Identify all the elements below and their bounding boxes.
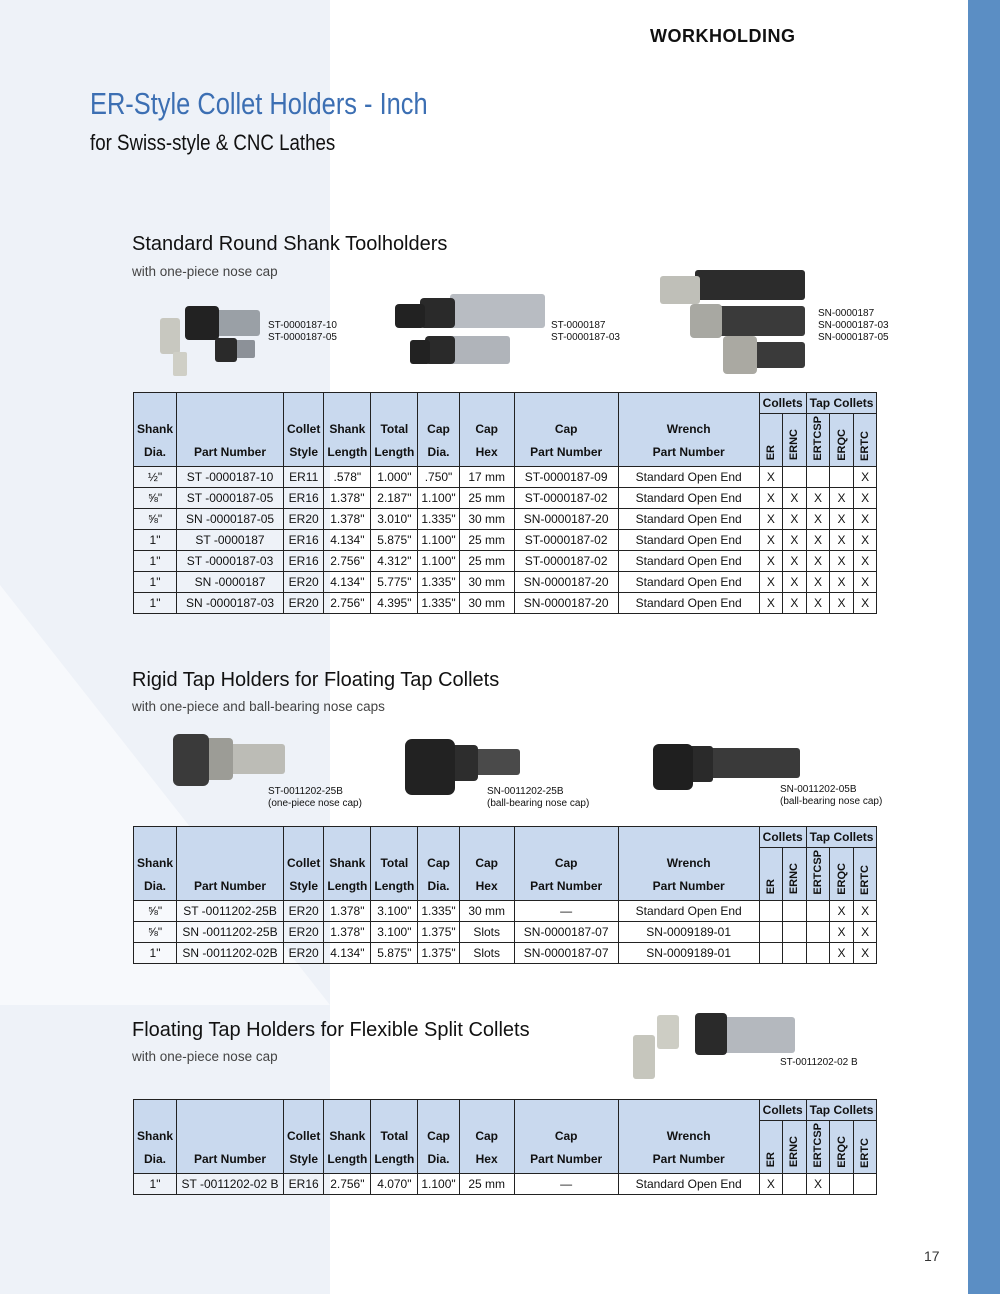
- table-cell: X: [830, 921, 854, 942]
- table-cell: 1.335": [418, 900, 459, 921]
- table-cell: 5.875": [371, 529, 418, 550]
- table-cell: 2.756": [324, 1173, 371, 1194]
- table-cell: 1.378": [324, 921, 371, 942]
- table-cell: 1": [134, 592, 177, 613]
- col-ertc: ERTC: [859, 430, 872, 461]
- table-cell: Standard Open End: [618, 487, 759, 508]
- caption-s1-3: SN-0000187 SN-0000187-03 SN-0000187-05: [818, 308, 889, 343]
- table-cell: ER16: [284, 550, 324, 571]
- caption-s1-1: ST-0000187-10 ST-0000187-05: [268, 320, 337, 343]
- table-row: [134, 529, 877, 550]
- table-cell: ⅝": [134, 921, 177, 942]
- section-subtitle-standard: with one-piece nose cap: [132, 264, 278, 279]
- table-cell: X: [783, 508, 807, 529]
- table-cell: X: [759, 1173, 783, 1194]
- table-cell: [806, 921, 830, 942]
- table-cell: 2.756": [324, 592, 371, 613]
- table-cell: 30 mm: [459, 900, 514, 921]
- table-cell: X: [853, 487, 877, 508]
- table-cell: Slots: [459, 921, 514, 942]
- table-cell: 1": [134, 942, 177, 963]
- col-cap-dia: Cap Dia.: [418, 393, 459, 467]
- table-cell: ST-0000187-02: [514, 487, 618, 508]
- table-cell: ER20: [284, 900, 324, 921]
- table-cell: 3.010": [371, 508, 418, 529]
- table-cell: SN-0000187-07: [514, 921, 618, 942]
- page-title: ER-Style Collet Holders - Inch: [90, 86, 428, 121]
- table-cell: [759, 942, 783, 963]
- table-cell: ER16: [284, 529, 324, 550]
- table-cell: X: [783, 592, 807, 613]
- table-cell: ST-0000187-09: [514, 466, 618, 487]
- table-cell: 1.100": [418, 529, 459, 550]
- side-color-bar: [968, 0, 1000, 1294]
- table-cell: ST -0011202-25B: [177, 900, 284, 921]
- table-cell: X: [759, 529, 783, 550]
- table-cell: ST -0000187: [177, 529, 284, 550]
- table-cell: 25 mm: [459, 1173, 514, 1194]
- table-cell: 4.070": [371, 1173, 418, 1194]
- table-cell: X: [853, 900, 877, 921]
- section-title-floating: Floating Tap Holders for Flexible Split Collets: [132, 1019, 530, 1041]
- table-cell: ER20: [284, 571, 324, 592]
- table-cell: X: [806, 592, 830, 613]
- section-subtitle-rigid: with one-piece and ball-bearing nose caps: [132, 699, 385, 714]
- table-cell: ST-0000187-02: [514, 550, 618, 571]
- col-part-number: Part Number: [177, 393, 284, 467]
- caption-s2-1: ST-0011202-25B (one-piece nose cap): [268, 786, 362, 809]
- table-cell: [783, 942, 807, 963]
- section-title-rigid: Rigid Tap Holders for Floating Tap Collets: [132, 669, 500, 691]
- table-cell: SN-0009189-01: [618, 921, 759, 942]
- table-cell: Standard Open End: [618, 466, 759, 487]
- table-cell: X: [806, 529, 830, 550]
- table-cell: X: [759, 487, 783, 508]
- section-header: WORKHOLDING: [650, 26, 796, 46]
- table-cell: ER16: [284, 1173, 324, 1194]
- col-wrench: Wrench Part Number: [618, 393, 759, 467]
- table-cell: X: [759, 550, 783, 571]
- table-cell: X: [853, 529, 877, 550]
- table-cell: 2.756": [324, 550, 371, 571]
- table-cell: 4.312": [371, 550, 418, 571]
- table-cell: SN -0011202-02B: [177, 942, 284, 963]
- table-cell: ER11: [284, 466, 324, 487]
- spec-table-rigid: Shank Dia. Part Number Collet Style Shank Length Total Length Cap Dia. Cap Hex Cap Part Number Wrench Part Number Collets Tap Collets ER ERNC ERTCSP ERQC ERTC ⅝" ST -0011202-25B ER20 1.378" 3.100" 1.335" 30 mm — Standard Open End X X ⅝" SN -0011202-25B ER20 1.378" 3.100" 1.375" Slots SN-0000187-07 SN-0009189-01 X X 1" SN -0011202-02B ER20 4.134" 5.875" 1.375" Slots SN-0000187-07 SN-0009189-01 X X: [133, 826, 877, 964]
- col-erqc: ERQC: [835, 428, 848, 461]
- table-cell: 1.375": [418, 921, 459, 942]
- table-cell: X: [830, 529, 854, 550]
- table-cell: X: [759, 466, 783, 487]
- table-cell: 1": [134, 1173, 177, 1194]
- table-cell: 1.375": [418, 942, 459, 963]
- table-cell: 25 mm: [459, 487, 514, 508]
- table-cell: 1.100": [418, 550, 459, 571]
- table-cell: 5.875": [371, 942, 418, 963]
- col-shank-length: Shank Length: [324, 393, 371, 467]
- table-row: [134, 1173, 877, 1194]
- table-row: [134, 508, 877, 529]
- table-cell: [759, 900, 783, 921]
- section-subtitle-floating: with one-piece nose cap: [132, 1049, 278, 1064]
- table-cell: [830, 1173, 854, 1194]
- table-cell: 4.395": [371, 592, 418, 613]
- table-cell: X: [830, 487, 854, 508]
- section-title-standard: Standard Round Shank Toolholders: [132, 233, 448, 255]
- col-er: ER: [764, 445, 777, 461]
- table-cell: SN-0009189-01: [618, 942, 759, 963]
- table-cell: X: [853, 508, 877, 529]
- table-cell: X: [759, 592, 783, 613]
- table-cell: 3.100": [371, 921, 418, 942]
- page-number: 17: [924, 1248, 940, 1264]
- table-cell: X: [759, 571, 783, 592]
- table-cell: Standard Open End: [618, 571, 759, 592]
- table-cell: X: [806, 550, 830, 571]
- table-cell: ER16: [284, 487, 324, 508]
- table-cell: 1.335": [418, 592, 459, 613]
- table-cell: 1.378": [324, 508, 371, 529]
- table-row: [134, 900, 877, 921]
- table-cell: X: [806, 571, 830, 592]
- col-shank-dia: Shank Dia.: [134, 393, 177, 467]
- product-image-st-0000187-10: [145, 300, 275, 385]
- table-cell: X: [853, 592, 877, 613]
- table-cell: 1": [134, 571, 177, 592]
- table-cell: 1": [134, 529, 177, 550]
- table-cell: ER20: [284, 592, 324, 613]
- table-cell: ⅝": [134, 487, 177, 508]
- table-cell: 5.775": [371, 571, 418, 592]
- table-cell: ST -0000187-10: [177, 466, 284, 487]
- product-image-st-0011202-25b: [165, 730, 290, 790]
- caption-s2-3: SN-0011202-05B (ball-bearing nose cap): [780, 784, 883, 807]
- table-row: [134, 550, 877, 571]
- page-subtitle: for Swiss-style & CNC Lathes: [90, 130, 336, 155]
- table-cell: Standard Open End: [618, 550, 759, 571]
- table-cell: 4.134": [324, 571, 371, 592]
- table-cell: X: [853, 571, 877, 592]
- table-cell: .578": [324, 466, 371, 487]
- table-cell: 2.187": [371, 487, 418, 508]
- table-cell: X: [806, 487, 830, 508]
- table-cell: 17 mm: [459, 466, 514, 487]
- table-cell: 1.000": [371, 466, 418, 487]
- col-ertcsp: ERTCSP: [811, 416, 824, 461]
- table-cell: X: [806, 508, 830, 529]
- table-cell: ½": [134, 466, 177, 487]
- table-cell: —: [514, 900, 618, 921]
- spec-table-standard: [133, 392, 877, 614]
- product-image-sn-0000187: [655, 266, 815, 386]
- table-cell: 1.100": [418, 1173, 459, 1194]
- table-cell: X: [830, 592, 854, 613]
- table-cell: X: [853, 466, 877, 487]
- table-cell: [783, 466, 807, 487]
- col-cap-part: Cap Part Number: [514, 393, 618, 467]
- table-cell: 1.100": [418, 487, 459, 508]
- table-cell: —: [514, 1173, 618, 1194]
- table-cell: 1.335": [418, 571, 459, 592]
- table-cell: X: [783, 487, 807, 508]
- table-cell: X: [853, 942, 877, 963]
- table-cell: 4.134": [324, 942, 371, 963]
- col-collet-style: Collet Style: [284, 393, 324, 467]
- table-cell: 30 mm: [459, 571, 514, 592]
- caption-s1-2: ST-0000187 ST-0000187-03: [551, 320, 620, 343]
- table-cell: ER20: [284, 921, 324, 942]
- table-cell: ST-0000187-02: [514, 529, 618, 550]
- table-cell: ST -0000187-03: [177, 550, 284, 571]
- table-cell: ⅝": [134, 508, 177, 529]
- table-cell: 25 mm: [459, 529, 514, 550]
- table-cell: SN-0000187-20: [514, 592, 618, 613]
- table-cell: SN-0000187-20: [514, 571, 618, 592]
- table-cell: X: [830, 508, 854, 529]
- table-cell: SN-0000187-20: [514, 508, 618, 529]
- table-cell: SN -0000187-05: [177, 508, 284, 529]
- table-row: [134, 592, 877, 613]
- table-cell: ER20: [284, 942, 324, 963]
- table-cell: ⅝": [134, 900, 177, 921]
- table-cell: [783, 921, 807, 942]
- table-cell: 3.100": [371, 900, 418, 921]
- col-total-length: Total Length: [371, 393, 418, 467]
- table-cell: X: [830, 900, 854, 921]
- table-cell: Slots: [459, 942, 514, 963]
- table-row: [134, 921, 877, 942]
- table-cell: 1": [134, 550, 177, 571]
- table-cell: X: [783, 529, 807, 550]
- table-cell: Standard Open End: [618, 592, 759, 613]
- table-cell: SN -0000187: [177, 571, 284, 592]
- table-cell: SN -0000187-03: [177, 592, 284, 613]
- table-cell: [783, 1173, 807, 1194]
- table-cell: Standard Open End: [618, 1173, 759, 1194]
- product-image-st-0000187: [390, 290, 550, 380]
- table-cell: SN -0011202-25B: [177, 921, 284, 942]
- table-cell: [759, 921, 783, 942]
- caption-s2-2: SN-0011202-25B (ball-bearing nose cap): [487, 786, 590, 809]
- table-cell: 30 mm: [459, 508, 514, 529]
- table-cell: 4.134": [324, 529, 371, 550]
- table-cell: X: [806, 1173, 830, 1194]
- table-cell: [830, 466, 854, 487]
- table-cell: X: [853, 550, 877, 571]
- table-cell: [806, 900, 830, 921]
- table-cell: [806, 466, 830, 487]
- table-cell: X: [830, 942, 854, 963]
- table-row: [134, 942, 877, 963]
- table-row: [134, 466, 877, 487]
- col-cap-hex: Cap Hex: [459, 393, 514, 467]
- table-cell: 1.378": [324, 487, 371, 508]
- col-group-collets: Collets: [759, 393, 806, 414]
- caption-s3-1: ST-0011202-02 B: [780, 1057, 858, 1068]
- table-cell: Standard Open End: [618, 900, 759, 921]
- table-cell: .750": [418, 466, 459, 487]
- table-cell: 30 mm: [459, 592, 514, 613]
- table-cell: X: [830, 571, 854, 592]
- col-ernc: ERNC: [788, 429, 801, 461]
- table-cell: [853, 1173, 877, 1194]
- col-group-tap-collets: Tap Collets: [806, 393, 877, 414]
- table-cell: 1.335": [418, 508, 459, 529]
- table-cell: X: [853, 921, 877, 942]
- table-row: [134, 571, 877, 592]
- table-cell: X: [783, 571, 807, 592]
- table-cell: X: [783, 550, 807, 571]
- table-cell: Standard Open End: [618, 508, 759, 529]
- table-row: [134, 487, 877, 508]
- table-cell: [783, 900, 807, 921]
- table-cell: 25 mm: [459, 550, 514, 571]
- table-cell: ST -0011202-02 B: [177, 1173, 284, 1194]
- table-cell: X: [759, 508, 783, 529]
- table-cell: [806, 942, 830, 963]
- spec-table-floating: Shank Dia. Part Number Collet Style Shank Length Total Length Cap Dia. Cap Hex Cap Part Number Wrench Part Number Collets Tap Collets ER ERNC ERTCSP ERQC ERTC 1" ST -0011202-02 B ER16 2.756" 4.070" 1.100" 25 mm — Standard Open End X X: [133, 1099, 877, 1195]
- table-cell: X: [830, 550, 854, 571]
- table-cell: Standard Open End: [618, 529, 759, 550]
- table-cell: SN-0000187-07: [514, 942, 618, 963]
- table-cell: ER20: [284, 508, 324, 529]
- table-cell: 1.378": [324, 900, 371, 921]
- product-image-st-0011202-02b: [625, 1005, 800, 1085]
- table-cell: ST -0000187-05: [177, 487, 284, 508]
